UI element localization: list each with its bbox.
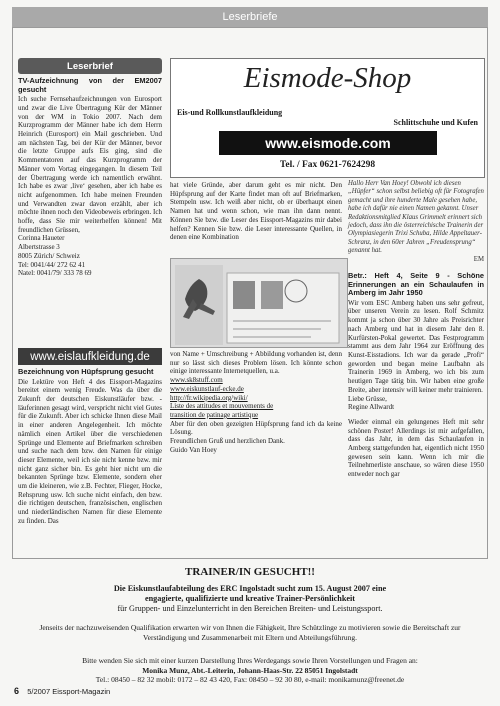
right-body: Wir vom ESC Amberg haben uns sehr gefreut, über unseren Verein zu lesen. Rolf Schmitz kommt ja schon über 30 Jahre als Preisrichter nach Amberg und hat in diesem Jahr den 8. Kurfürsten-Pokal gewertet. Das Festprogramm stammt aus dem Jahr 1964 zur Eröffnung des Kunst-Eisstadions. Ich war da gerade „Profi“ geworden und began meine Laufbahn als Trainerin 1969 in Amberg, wo ich bis zum heutigen Tage tätig bin. Wir haben eine große Breite, aber intensiv will keiner mehr trainieren. bbox=[348, 298, 484, 394]
mid-link[interactable]: www.sk8stuff.com bbox=[170, 376, 223, 385]
reply-text: Hallo Herr Van Hoey! Obwohl ich diesen „Hüpfer“ schon selbst beliebig oft für Fotografen gemacht und ihre hunderte Male gesehen habe, habe ich dafür nie einen Namen gekannt. Unser Redaktionsmitglied Klaus Grimmelt erinnert sich jedoch, dass ihn die österreichische Trainerin der Olympiasiegerin Trixi Schuba, Hilde Appeltauer-Schranz, in den 60er Jahren „Freudensprung“ genannt hat. bbox=[348, 180, 484, 255]
trainer-ad bbox=[12, 559, 488, 685]
stamp-card-photo bbox=[170, 258, 348, 348]
section-header bbox=[12, 7, 488, 27]
ad-subtitle-left: Eis-und Rollkunstlaufkleidung bbox=[177, 108, 283, 117]
sign-line: Albertstrasse 3 bbox=[18, 243, 60, 252]
editor-reply bbox=[348, 180, 484, 263]
trainer-contact-name: Monika Munz, Abt.-Leiterin, Johann-Haas-Str. 22 85051 Ingolstadt bbox=[142, 665, 358, 675]
leserbrief-pill: Leserbrief bbox=[18, 58, 162, 74]
page-footer bbox=[14, 686, 110, 696]
mid-link[interactable]: transition de patinage artistique bbox=[170, 410, 259, 419]
trainer-line-2: engagierte, qualifizierte und kreative Trainer-Persönlichkeit bbox=[144, 594, 356, 604]
ad-subtitle-right: Schlittschuhe und Kufen bbox=[393, 118, 478, 127]
trainer-line-1: Die Eiskunstlaufabteilung des ERC Ingolstadt sucht zum 15. August 2007 eine bbox=[113, 584, 387, 593]
trainer-contact-phone: Tel.: 08450 – 82 32 mobil: 0172 – 82 43 420, Fax: 08450 – 92 30 80, e-mail: monikamunz@freenet.de bbox=[95, 675, 405, 685]
letter-body: Ich suche Fernsehaufzeichnungen von Eurosport und zwar die Live Übertragung Kür der Männer von der WM in Tokio 2007. Nach dem Kurzprogramm der Männer habe ich dem Herrn Heinrich (Eurosport) ein Mail geschrieben. Und am nächsten Tag, bei der Kür der Männer, bevor die letzte Gruppe aufs Eis ging, sind die Kommentatoren auf das Kurzprogramm der Männer vom Vortag eingegangen. In diesem Teil der Übertragung werde ich namentlich erwähnt. Ich habe es zwar ‚live‘ gesehen, aber ich habe es nicht aufgenommen. Ich habe meinen Freunden und Verwandten zwar davon erzählt, aber ich möchte ihnen noch den Videobeweis erbringen. Ich hoffe, dass Sie mir weiterhelfen können! Mit freundlichen Grüssen, bbox=[18, 95, 162, 234]
right-column bbox=[348, 272, 484, 479]
mid-sign: Guido Van Hoey bbox=[170, 445, 217, 454]
sign-line: Natel: 0041/79/ 333 78 69 bbox=[18, 269, 92, 278]
mid-sign: Freundlichen Gruß und herzlichen Dank. bbox=[170, 437, 285, 446]
trainer-line-3: für Gruppen- und Einzelunterricht in den Bereichen Breiten- und Leistungssport. bbox=[117, 604, 383, 614]
trainer-contact bbox=[32, 656, 468, 685]
ad-url[interactable]: www.eismode.com bbox=[219, 131, 437, 155]
sign-line: Tel: 0041/44/ 272 62 41 bbox=[18, 260, 86, 269]
middle-column-bottom bbox=[170, 350, 342, 454]
mid-link[interactable]: http://fr.wikipedia.org/wiki/ bbox=[170, 393, 248, 402]
page-number: 6 bbox=[14, 686, 20, 696]
right-sign: Liebe Grüsse, bbox=[348, 394, 387, 403]
eislaufkleidung-banner[interactable]: www.eislaufkleidung.de bbox=[18, 348, 162, 365]
mid-body-2: von Name + Umschreibung + Abbildung vorhanden ist, denn nur so lässt sich dieses Problem lösen. Ich könnte schon einige interessante Internetquellen, u.a. bbox=[170, 350, 342, 376]
letter-heading-2: Bezeichnung von Hüpfsprung gesucht bbox=[18, 367, 154, 376]
stamp-card-image bbox=[171, 259, 348, 348]
trainer-intro bbox=[32, 584, 468, 615]
letter-heading: TV-Aufzeichnung von der EM2007 gesucht bbox=[18, 76, 162, 94]
ad-phone: Tel. / Fax 0621-7624298 bbox=[279, 160, 376, 170]
section-title: Leserbriefe bbox=[222, 11, 278, 23]
right-body-2: Wieder einmal ein gelungenes Heft mit sehr schönen Poster! Allerdings ist mir aufgefallen, dass das Jahr, in dem das Schaulaufen in Amberg stattgefunden hat, eigentlich nicht 1950 gewesen sein kann. Wenn ich mir die Teilnehmerliste anschaue, so wären diese 1950 entweder noch gar bbox=[348, 417, 484, 479]
right-heading: Betr.: Heft 4, Seite 9 - Schöne Erinnerungen an ein Schaulaufen in Amberg im Jahr 1950 bbox=[348, 271, 484, 298]
letter-body-2: Die Lektüre von Heft 4 des Eissport-Magazins bereitet einem wenig Freude. Was da über die Zukunft der deutschen Eiskunstläufer bzw. -läuferinnen gesagt wird, verspricht nicht viel Gutes für die Zukunft. Aber ich schicke Ihnen diese Mail in einer anderen Angelegenheit. Ich möchte nämlich einen Artikel über die verschiedenen Sprünge und Elemente auf Briefmarken schreiben und suche nach dem bzw. den Namen für einige dieser Elemente, weil ich sie nicht kenne bzw. mir nicht ganz sicher bin. Es geht hier nicht um die bekannten Sprünge bzw. Elemente, sondern eher um die kleineren, wie z.B. Fechter, Flieger, Hocke, Rehsprung usw. Ich suche nicht einfach, den bzw. die richtigen deutschen, französischen, englischen und niederländischen Namen für diese Elemente zu finden. Das bbox=[18, 377, 162, 525]
trainer-contact-intro: Bitte wenden Sie sich mit einer kurzen Darstellung Ihres Werdegangs sowie Ihren Vorstellungen und Fragen an: bbox=[82, 656, 418, 665]
mid-body: hat viele Gründe, aber darum geht es mir nicht. Den Hüpfsprung auf der Karte findet man oft auf Briefmarken, Stempeln usw. Ich weiß aber nicht, ob er überhaupt einen Namen hat und wenn schon, wie man ihn dann nennt. Können Sie bzw. die Leser des Eissport-Magazins mir dabei helfen? Kennen Sie bzw. die Leser interessante Quellen, in denen eine Kombination bbox=[170, 181, 342, 242]
mid-link[interactable]: Liste des attitudes et mouvements de bbox=[170, 402, 274, 411]
middle-column-top bbox=[170, 181, 342, 242]
right-sign: Regine Allwardt bbox=[348, 403, 395, 412]
left-column-letter bbox=[18, 77, 162, 278]
mid-link[interactable]: www.eiskunstlauf-ecke.de bbox=[170, 384, 244, 393]
sign-line: Corinna Haueter bbox=[18, 234, 65, 243]
ad-logo: Eismode-Shop bbox=[243, 62, 412, 94]
trainer-title: TRAINER/IN GESUCHT!! bbox=[185, 566, 315, 578]
sign-line: 8005 Zürich/ Schweiz bbox=[18, 251, 80, 260]
eismode-shop-ad[interactable] bbox=[170, 58, 485, 178]
left-column-letter-2 bbox=[18, 368, 162, 526]
reply-initials: EM bbox=[473, 255, 484, 263]
mid-body-3: Aber für den oben gezeigten Hüpfsprung fand ich da keine Lösung. bbox=[170, 419, 342, 437]
trainer-qualification: Jenseits der nachzuweisenden Qualifikation erwarten wir von Ihnen die Fähigkeit, Ihre Schützlinge zu motivieren sowie die Bereitschaft zur Verständigung und Zusammenarbeit mit Eltern und Abteilungsführung. bbox=[39, 623, 461, 642]
issue-label: 5/2007 Eissport-Magazin bbox=[27, 687, 111, 696]
